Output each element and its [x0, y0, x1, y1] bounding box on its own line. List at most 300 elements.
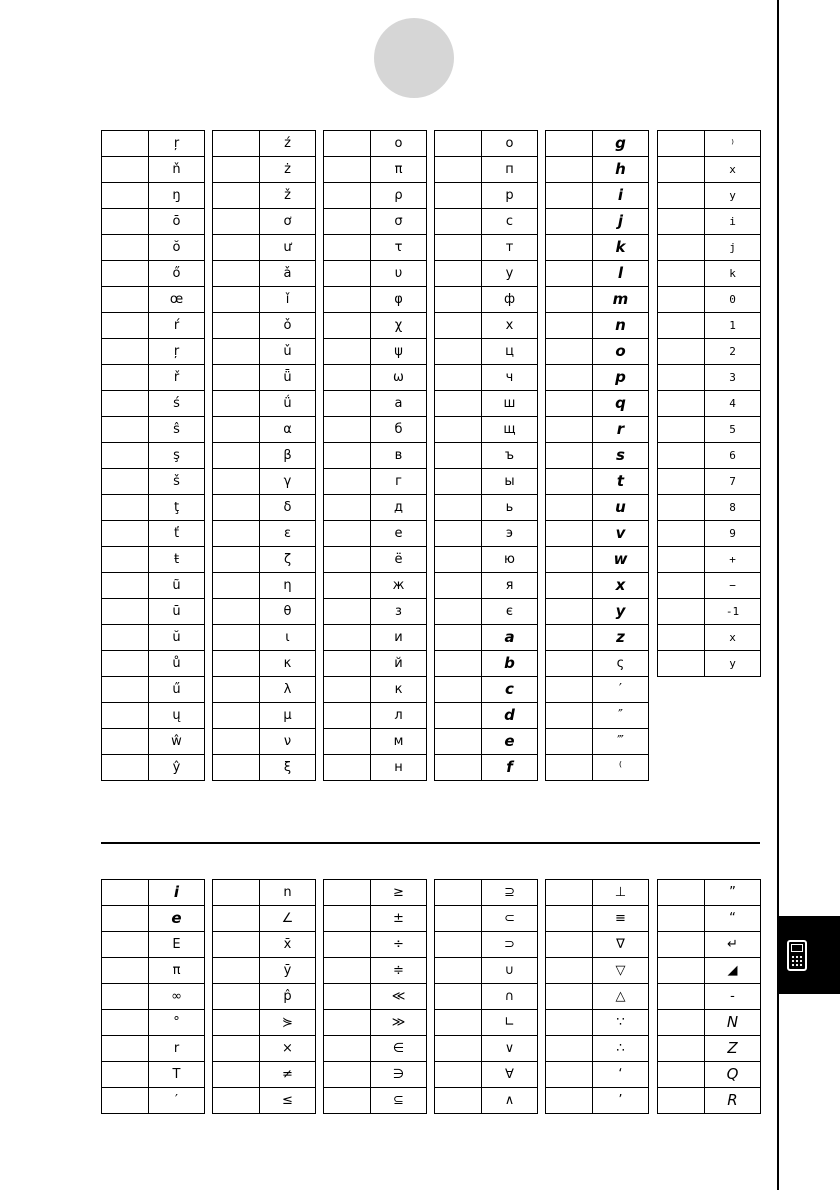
- code-cell: [324, 495, 371, 521]
- code-cell: [102, 906, 149, 932]
- character-cell: ŧ: [149, 547, 205, 573]
- code-cell: [658, 932, 705, 958]
- table-row: [213, 521, 316, 547]
- table-row: [546, 339, 649, 365]
- character-cell: τ: [371, 235, 427, 261]
- character-cell: i: [705, 209, 761, 235]
- table-row: [546, 235, 649, 261]
- character-cell: ∇: [593, 932, 649, 958]
- character-cell: ∠: [260, 906, 316, 932]
- table-row: [213, 677, 316, 703]
- table-row: [102, 339, 205, 365]
- code-cell: [213, 599, 260, 625]
- table-row: [658, 209, 761, 235]
- code-cell: [213, 1036, 260, 1062]
- code-cell: [213, 469, 260, 495]
- code-cell: [546, 625, 593, 651]
- code-cell: [546, 984, 593, 1010]
- character-cell: ∟: [482, 1010, 538, 1036]
- character-cell: p: [593, 365, 649, 391]
- table-row: [102, 183, 205, 209]
- character-cell: г: [371, 469, 427, 495]
- code-cell: [435, 573, 482, 599]
- character-cell: ι: [260, 625, 316, 651]
- character-cell: ũ: [149, 573, 205, 599]
- table-row: [658, 131, 761, 157]
- table-row: [213, 443, 316, 469]
- character-cell: ň: [149, 157, 205, 183]
- code-cell: [324, 521, 371, 547]
- table-row: [324, 209, 427, 235]
- table-row: [658, 235, 761, 261]
- character-cell: ≠: [260, 1062, 316, 1088]
- table-row: [324, 573, 427, 599]
- table-row: [546, 1036, 649, 1062]
- code-cell: [435, 906, 482, 932]
- character-cell: N: [705, 1010, 761, 1036]
- code-cell: [324, 209, 371, 235]
- code-cell: [435, 547, 482, 573]
- character-cell: 6: [705, 443, 761, 469]
- character-cell: ×: [260, 1036, 316, 1062]
- code-cell: [435, 1036, 482, 1062]
- character-cell: ∨: [482, 1036, 538, 1062]
- table-row: [324, 521, 427, 547]
- character-cell: h: [593, 157, 649, 183]
- character-cell: “: [705, 906, 761, 932]
- character-cell: −: [705, 573, 761, 599]
- code-cell: [102, 495, 149, 521]
- table-row: [658, 365, 761, 391]
- code-cell: [102, 235, 149, 261]
- character-cell: -: [705, 984, 761, 1010]
- code-cell: [324, 958, 371, 984]
- code-cell: [102, 599, 149, 625]
- code-cell: [213, 157, 260, 183]
- code-cell: [324, 469, 371, 495]
- character-table: [212, 879, 316, 1114]
- code-cell: [102, 287, 149, 313]
- table-row: [102, 984, 205, 1010]
- table-row: [213, 495, 316, 521]
- table-row: [435, 703, 538, 729]
- table-row: [102, 235, 205, 261]
- table-row: [435, 287, 538, 313]
- character-cell: ž: [260, 183, 316, 209]
- code-cell: [546, 932, 593, 958]
- character-cell: ŋ: [149, 183, 205, 209]
- table-row: [213, 932, 316, 958]
- code-cell: [102, 313, 149, 339]
- code-cell: [435, 1010, 482, 1036]
- table-row: [658, 573, 761, 599]
- character-cell: ŵ: [149, 729, 205, 755]
- code-cell: [546, 391, 593, 417]
- character-cell: n: [260, 880, 316, 906]
- code-cell: [324, 443, 371, 469]
- character-cell: ∀: [482, 1062, 538, 1088]
- character-cell: ф: [482, 287, 538, 313]
- table-row: [658, 932, 761, 958]
- character-cell: ⊥: [593, 880, 649, 906]
- table-row: [658, 547, 761, 573]
- table-row: [435, 599, 538, 625]
- code-cell: [324, 339, 371, 365]
- page-margin-line: [777, 0, 779, 1190]
- code-cell: [324, 984, 371, 1010]
- character-cell: ”: [705, 880, 761, 906]
- code-cell: [658, 261, 705, 287]
- table-row: [546, 157, 649, 183]
- table-row: [102, 573, 205, 599]
- table-row: [658, 183, 761, 209]
- code-cell: [435, 495, 482, 521]
- character-cell: υ: [371, 261, 427, 287]
- character-cell: ω: [371, 365, 427, 391]
- table-row: [435, 261, 538, 287]
- table-row: [546, 599, 649, 625]
- character-cell: є: [482, 599, 538, 625]
- code-cell: [102, 932, 149, 958]
- table-row: [658, 417, 761, 443]
- code-cell: [546, 131, 593, 157]
- table-row: [546, 625, 649, 651]
- character-table: [657, 130, 761, 677]
- code-cell: [324, 906, 371, 932]
- code-cell: [658, 958, 705, 984]
- character-cell: k: [593, 235, 649, 261]
- table-row: [213, 651, 316, 677]
- character-cell: ť: [149, 521, 205, 547]
- character-cell: σ: [371, 209, 427, 235]
- table-row: [658, 984, 761, 1010]
- character-cell: λ: [260, 677, 316, 703]
- table-row: [435, 339, 538, 365]
- table-row: [546, 1062, 649, 1088]
- table-row: [102, 880, 205, 906]
- code-cell: [102, 391, 149, 417]
- table-row: [324, 1062, 427, 1088]
- table-row: [435, 235, 538, 261]
- character-cell: ≤: [260, 1088, 316, 1114]
- character-cell: ǒ: [260, 313, 316, 339]
- table-row: [658, 1062, 761, 1088]
- code-cell: [102, 131, 149, 157]
- code-cell: [213, 365, 260, 391]
- character-cell: ǘ: [260, 391, 316, 417]
- code-cell: [658, 906, 705, 932]
- character-cell: ⊇: [482, 880, 538, 906]
- code-cell: [658, 235, 705, 261]
- table-row: [546, 573, 649, 599]
- code-cell: [435, 417, 482, 443]
- code-cell: [658, 313, 705, 339]
- character-cell: p̂: [260, 984, 316, 1010]
- character-cell: ǖ: [260, 365, 316, 391]
- table-row: [658, 495, 761, 521]
- code-cell: [324, 880, 371, 906]
- table-row: [435, 521, 538, 547]
- character-cell: ц: [482, 339, 538, 365]
- character-cell: ы: [482, 469, 538, 495]
- character-cell: ō: [149, 209, 205, 235]
- table-row: [435, 755, 538, 781]
- character-cell: β: [260, 443, 316, 469]
- character-cell: ÷: [371, 932, 427, 958]
- code-cell: [658, 651, 705, 677]
- character-cell: ų: [149, 703, 205, 729]
- character-cell: у: [482, 261, 538, 287]
- table-row: [213, 625, 316, 651]
- character-cell: b: [482, 651, 538, 677]
- character-cell: х: [482, 313, 538, 339]
- code-cell: [102, 261, 149, 287]
- character-cell: к: [371, 677, 427, 703]
- character-cell: ŗ: [149, 131, 205, 157]
- code-cell: [658, 599, 705, 625]
- character-cell: α: [260, 417, 316, 443]
- table-row: [213, 547, 316, 573]
- table-row: [546, 932, 649, 958]
- code-cell: [546, 183, 593, 209]
- character-cell: w: [593, 547, 649, 573]
- code-cell: [658, 183, 705, 209]
- code-cell: [658, 1062, 705, 1088]
- character-cell: ‴: [593, 729, 649, 755]
- table-row: [324, 495, 427, 521]
- character-cell: ′: [149, 1088, 205, 1114]
- character-cell: ǐ: [260, 287, 316, 313]
- character-cell: œ: [149, 287, 205, 313]
- code-cell: [435, 313, 482, 339]
- code-cell: [435, 984, 482, 1010]
- character-cell: γ: [260, 469, 316, 495]
- table-row: [435, 729, 538, 755]
- table-row: [102, 287, 205, 313]
- character-cell: R: [705, 1088, 761, 1114]
- character-cell: ∋: [371, 1062, 427, 1088]
- character-table: [545, 879, 649, 1114]
- table-row: [102, 157, 205, 183]
- character-cell: ε: [260, 521, 316, 547]
- code-cell: [546, 209, 593, 235]
- character-cell: 1: [705, 313, 761, 339]
- character-cell: ż: [260, 157, 316, 183]
- table-row: [102, 365, 205, 391]
- table-row: [213, 729, 316, 755]
- character-cell: ±: [371, 906, 427, 932]
- table-row: [324, 131, 427, 157]
- code-cell: [102, 469, 149, 495]
- code-cell: [102, 1062, 149, 1088]
- character-cell: ψ: [371, 339, 427, 365]
- table-row: [658, 469, 761, 495]
- table-row: [324, 417, 427, 443]
- character-cell: δ: [260, 495, 316, 521]
- table-row: [658, 599, 761, 625]
- character-cell: п: [482, 157, 538, 183]
- character-cell: 2: [705, 339, 761, 365]
- code-cell: [435, 469, 482, 495]
- table-row: [435, 1088, 538, 1114]
- character-cell: ∧: [482, 1088, 538, 1114]
- character-cell: ȳ: [260, 958, 316, 984]
- code-cell: [213, 235, 260, 261]
- character-cell: ŏ: [149, 235, 205, 261]
- table-row: [213, 183, 316, 209]
- character-cell: ǎ: [260, 261, 316, 287]
- table-row: [435, 313, 538, 339]
- character-cell: l: [593, 261, 649, 287]
- code-cell: [213, 677, 260, 703]
- character-cell: ⁽: [593, 755, 649, 781]
- code-cell: [435, 651, 482, 677]
- code-cell: [213, 1088, 260, 1114]
- character-cell: k: [705, 261, 761, 287]
- table-row: [658, 1010, 761, 1036]
- code-cell: [324, 677, 371, 703]
- character-cell: u: [593, 495, 649, 521]
- character-cell: g: [593, 131, 649, 157]
- code-cell: [546, 235, 593, 261]
- code-cell: [102, 677, 149, 703]
- code-cell: [324, 313, 371, 339]
- table-row: [324, 932, 427, 958]
- character-cell: н: [371, 755, 427, 781]
- table-row: [324, 651, 427, 677]
- character-cell: щ: [482, 417, 538, 443]
- table-row: [546, 906, 649, 932]
- table-row: [102, 521, 205, 547]
- code-cell: [324, 651, 371, 677]
- character-cell: ▽: [593, 958, 649, 984]
- character-cell: ū: [149, 599, 205, 625]
- table-row: [102, 651, 205, 677]
- table-row: [324, 365, 427, 391]
- code-cell: [102, 365, 149, 391]
- table-row: [213, 287, 316, 313]
- table-row: [324, 625, 427, 651]
- character-cell: ′: [593, 677, 649, 703]
- table-row: [213, 958, 316, 984]
- character-cell: ş: [149, 443, 205, 469]
- character-cell: -1: [705, 599, 761, 625]
- table-row: [324, 958, 427, 984]
- code-cell: [324, 1088, 371, 1114]
- table-row: [435, 906, 538, 932]
- character-cell: ⊆: [371, 1088, 427, 1114]
- character-cell: x̄: [260, 932, 316, 958]
- character-cell: ч: [482, 365, 538, 391]
- code-cell: [546, 1010, 593, 1036]
- code-cell: [102, 573, 149, 599]
- character-cell: x: [705, 157, 761, 183]
- table-row: [546, 958, 649, 984]
- table-row: [658, 443, 761, 469]
- code-cell: [546, 261, 593, 287]
- character-cell: 3: [705, 365, 761, 391]
- code-cell: [658, 1088, 705, 1114]
- code-cell: [324, 755, 371, 781]
- table-row: [324, 755, 427, 781]
- table-row: [658, 880, 761, 906]
- table-row: [213, 1062, 316, 1088]
- code-cell: [658, 1036, 705, 1062]
- code-cell: [435, 131, 482, 157]
- code-cell: [324, 547, 371, 573]
- code-cell: [102, 443, 149, 469]
- page-marker-circle: [374, 18, 454, 98]
- code-cell: [546, 1036, 593, 1062]
- code-cell: [102, 417, 149, 443]
- character-cell: ↵: [705, 932, 761, 958]
- code-cell: [102, 547, 149, 573]
- table-row: [102, 677, 205, 703]
- code-cell: [324, 417, 371, 443]
- character-cell: y: [705, 651, 761, 677]
- table-row: [324, 729, 427, 755]
- code-cell: [324, 287, 371, 313]
- code-cell: [102, 755, 149, 781]
- table-row: [324, 339, 427, 365]
- code-cell: [324, 235, 371, 261]
- table-row: [546, 547, 649, 573]
- table-row: [435, 391, 538, 417]
- character-cell: y: [593, 599, 649, 625]
- code-cell: [102, 729, 149, 755]
- character-cell: ţ: [149, 495, 205, 521]
- table-row: [435, 417, 538, 443]
- table-row: [546, 1088, 649, 1114]
- code-cell: [324, 183, 371, 209]
- code-cell: [658, 209, 705, 235]
- code-cell: [102, 521, 149, 547]
- character-cell: c: [482, 677, 538, 703]
- table-row: [546, 417, 649, 443]
- code-cell: [102, 1088, 149, 1114]
- character-cell: 4: [705, 391, 761, 417]
- code-cell: [546, 157, 593, 183]
- character-cell: r: [149, 1036, 205, 1062]
- table-row: [658, 339, 761, 365]
- code-cell: [435, 209, 482, 235]
- code-cell: [435, 625, 482, 651]
- table-row: [324, 313, 427, 339]
- table-row: [324, 287, 427, 313]
- character-cell: ⊂: [482, 906, 538, 932]
- code-cell: [546, 521, 593, 547]
- character-cell: ź: [260, 131, 316, 157]
- table-row: [213, 261, 316, 287]
- code-cell: [213, 880, 260, 906]
- table-row: [324, 880, 427, 906]
- character-cell: з: [371, 599, 427, 625]
- table-row: [102, 209, 205, 235]
- table-row: [546, 443, 649, 469]
- code-cell: [435, 599, 482, 625]
- table-row: [102, 703, 205, 729]
- code-cell: [324, 573, 371, 599]
- code-cell: [546, 417, 593, 443]
- character-cell: θ: [260, 599, 316, 625]
- table-row: [658, 157, 761, 183]
- table-row: [324, 547, 427, 573]
- calculator-icon: [787, 940, 807, 971]
- character-cell: э: [482, 521, 538, 547]
- table-row: [102, 755, 205, 781]
- code-cell: [658, 157, 705, 183]
- character-cell: е: [371, 521, 427, 547]
